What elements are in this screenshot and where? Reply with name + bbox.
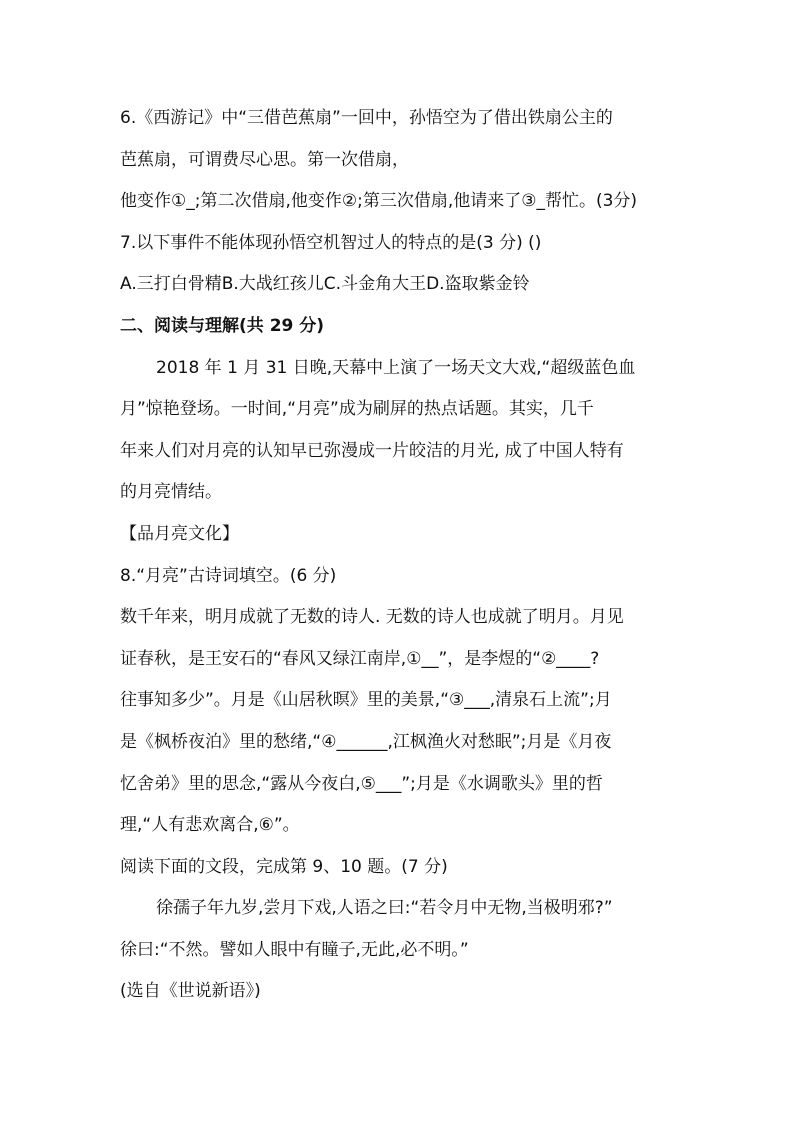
intro-paragraph-line-1: 2018 年 1 月 31 日晚,天幕中上演了一场天文大戏,“超级蓝色血 [156,357,636,378]
question-8-line-4: 是《枫桥夜泊》里的愁绪,“④______,江枫渔火对愁眠”;月是《月夜 [120,731,612,752]
document-page [120,98,680,1013]
classical-text-line-1: 徐孺子年九岁,尝月下戏,人语之曰:“若令月中无物,当极明邪?” [156,898,613,919]
question-8-line-1: 数千年来，明月成就了无数的诗人. 无数的诗人也成就了明月。月见 [120,607,624,628]
intro-paragraph-line-2: 月”惊艳登场。一时间,“月亮”成为刷屏的热点话题。其实，几千 [120,399,594,420]
question-8-prompt: 8.“月亮”古诗词填空。(6 分) [120,565,337,586]
subsection-heading: 【品月亮文化】 [120,523,239,544]
question-7-prompt: 7.以下事件不能体现孙悟空机智过人的特点的是(3 分) () [120,232,542,253]
question-8-line-5: 忆舍弟》里的思念,“露从今夜白,⑤___”;月是《水调歌头》里的哲 [120,773,603,794]
question-6-line-1: 6.《西游记》中“三借芭蕉扇”一回中，孙悟空为了借出铁扇公主的 [120,108,613,128]
question-8-line-6: 理,“人有悲欢离合,⑥”。 [120,815,300,836]
question-8-line-3: 往事知多少”。月是《山居秋暝》里的美景,“③___,清泉石上流”;月 [120,690,612,711]
intro-paragraph-line-3: 年来人们对月亮的认知早已弥漫成一片皎洁的月光, 成了中国人特有 [120,440,624,461]
source-citation: (选自《世说新语》) [120,981,261,1002]
question-6-line-2: 芭蕉扇，可谓费尽心思。第一次借扇， [120,149,409,170]
question-7-options: A.三打白骨精B.大战红孩儿C.斗金角大王D.盗取紫金铃 [120,274,530,295]
classical-text-line-2: 徐曰:“不然。譬如人眼中有瞳子,无此,必不明。” [120,939,469,960]
question-8-line-2: 证春秋，是王安石的“春风又绿江南岸,①__”，是李煜的“②____? [120,648,600,669]
intro-paragraph-line-4: 的月亮情结。 [120,482,222,503]
question-6-line-3: 他变作①_;第二次借扇,他变作②;第三次借扇,他请来了③_帮忙。(3分) [120,191,638,212]
reading-instruction: 阅读下面的文段，完成第 9、10 题。(7 分) [120,856,448,877]
section-heading: 二、阅读与理解(共 29 分) [120,315,325,336]
